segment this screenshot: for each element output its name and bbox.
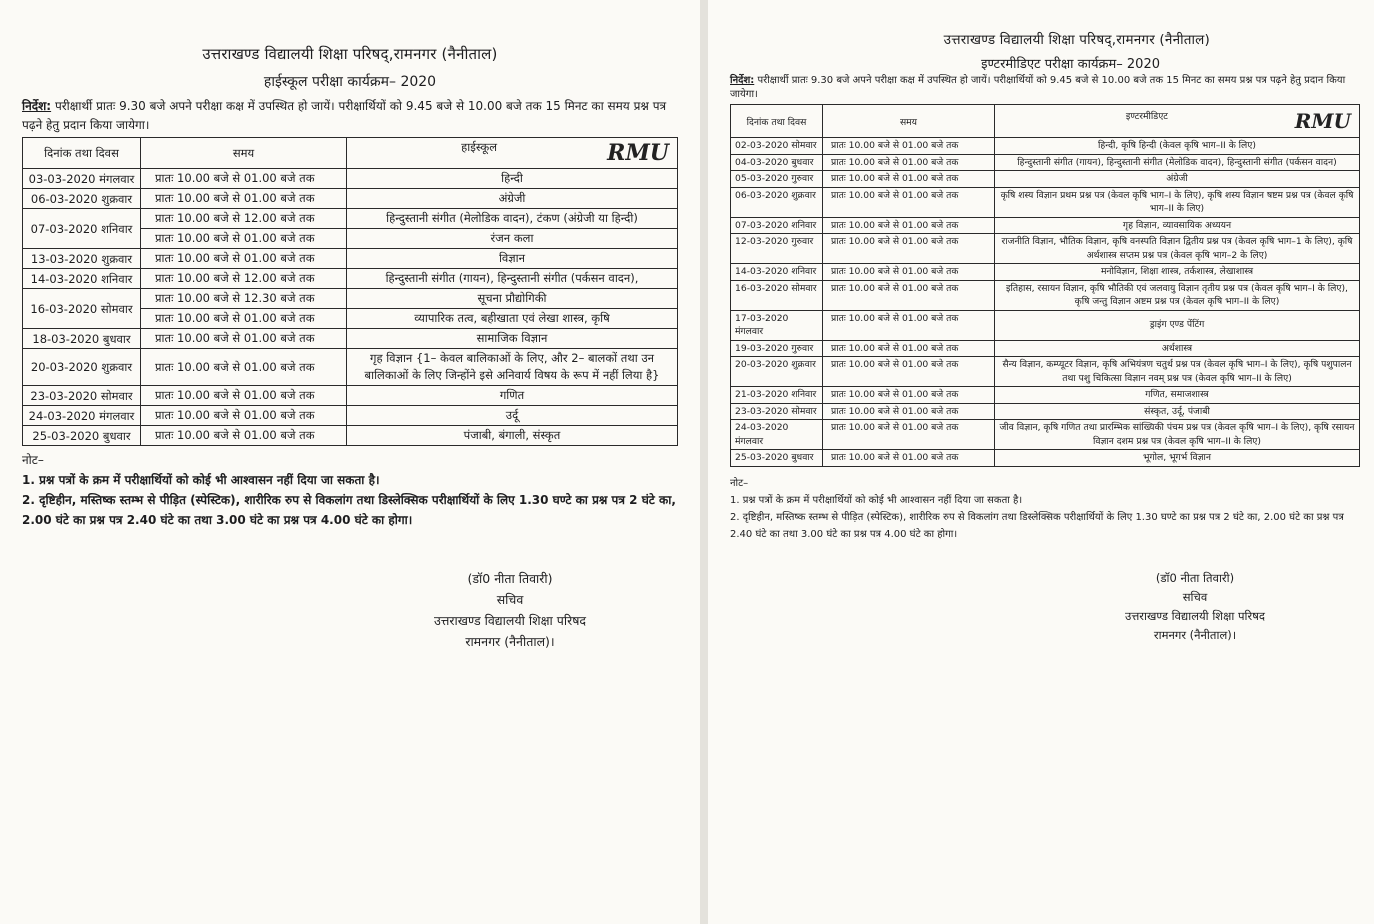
table-row bbox=[731, 280, 1360, 310]
exam-subject: इतिहास, रसायन विज्ञान, कृषि भौतिकी एवं जलवायु विज्ञान तृतीय प्रश्न पत्र (केवल कृषि भाग–I के लिए), कृषि जन्तु विज्ञान अष्टम प्रश्न पत्र (केवल कृषि भाग–II के लिए) bbox=[995, 280, 1360, 310]
exam-time: प्रातः 10.00 बजे से 01.00 बजे तक bbox=[823, 357, 995, 387]
intermediate-schedule-sheet bbox=[708, 0, 1374, 924]
exam-subject: हिन्दुस्तानी संगीत (गायन), हिन्दुस्तानी संगीत (पर्कसन वादन), bbox=[347, 269, 678, 289]
exam-date: 16-03-2020 सोमवार bbox=[23, 289, 141, 329]
exam-time: प्रातः 10.00 बजे से 01.00 बजे तक bbox=[141, 406, 347, 426]
exam-subject: अंग्रेजी bbox=[995, 171, 1360, 188]
signatory-place: रामनगर (नैनीताल)। bbox=[1153, 627, 1237, 642]
exam-subject: मनोविज्ञान, शिक्षा शास्त्र, तर्कशास्त्र, लेखाशास्त्र bbox=[995, 264, 1360, 281]
table-row bbox=[731, 450, 1360, 467]
exam-time: प्रातः 10.00 बजे से 12.00 बजे तक bbox=[141, 269, 347, 289]
exam-time: प्रातः 10.00 बजे से 01.00 बजे तक bbox=[141, 386, 347, 406]
exam-subject: कृषि शस्य विज्ञान प्रथम प्रश्न पत्र (केवल कृषि भाग–I के लिए), कृषि शस्य विज्ञान षष्टम प्रश्न पत्र (केवल कृषि भाग–II के लिए) bbox=[995, 187, 1360, 217]
exam-subject: जीव विज्ञान, कृषि गणित तथा प्रारम्भिक सांख्यिकी पंचम प्रश्न पत्र (केवल कृषि भाग–I के लिए), कृषि रसायन विज्ञान दशम प्रश्न पत्र (केवल कृषि भाग–II के लिए) bbox=[995, 420, 1360, 450]
table-row bbox=[731, 387, 1360, 404]
exam-subject: हिन्दी bbox=[347, 169, 678, 189]
exam-subject: सूचना प्रौद्योगिकी bbox=[347, 289, 678, 309]
column-header-time: समय bbox=[141, 138, 347, 169]
exam-time: प्रातः 10.00 बजे से 01.00 बजे तक bbox=[823, 450, 995, 467]
exam-time: प्रातः 10.00 बजे से 01.00 बजे तक bbox=[141, 229, 347, 249]
exam-date: 13-03-2020 शुक्रवार bbox=[23, 249, 141, 269]
exam-time: प्रातः 10.00 बजे से 01.00 बजे तक bbox=[823, 171, 995, 188]
column-header-subject-label: हाईस्कूल bbox=[461, 140, 497, 154]
rmu-watermark: RMU bbox=[607, 140, 669, 166]
table-row bbox=[731, 310, 1360, 340]
table-row bbox=[731, 420, 1360, 450]
exam-time: प्रातः 10.00 बजे से 01.00 बजे तक bbox=[823, 387, 995, 404]
exam-subject: अंग्रेजी bbox=[347, 189, 678, 209]
signature-block bbox=[342, 568, 678, 652]
signature-block bbox=[1030, 569, 1360, 645]
exam-subject: हिन्दुस्तानी संगीत (गायन), हिन्दुस्तानी संगीत (मेलोडिक वादन), हिन्दुस्तानी संगीत (पर्कसन वादन) bbox=[995, 154, 1360, 171]
exam-date: 23-03-2020 सोमवार bbox=[23, 386, 141, 406]
table-row bbox=[731, 171, 1360, 188]
exam-time: प्रातः 10.00 बजे से 01.00 बजे तक bbox=[823, 154, 995, 171]
notes bbox=[730, 475, 1360, 543]
note-2: 2. दृष्टिहीन, मस्तिष्क स्तम्भ से पीड़ित (स्पेस्टिक), शारीरिक रुप से विकलांग तथा डिस्लेक्सिक परीक्षार्थियों के लिए 1.30 घण्टे का प्रश्न पत्र 2 घंटे का, 2.00 घंटे का प्रश्न पत्र 2.40 घंटे का तथा 3.00 घंटे का प्रश्न पत्र 4.00 घंटे का होगा। bbox=[22, 493, 676, 527]
exam-time: प्रातः 10.00 बजे से 01.00 बजे तक bbox=[823, 264, 995, 281]
instruction-text: परीक्षार्थी प्रातः 9.30 बजे अपने परीक्षा कक्ष में उपस्थित हो जायें। परीक्षार्थियों को 9.45 बजे से 10.00 बजे तक 15 मिनट का समय प्रश्न पत्र पढ़ने हेतु प्रदान किया जायेगा। bbox=[22, 99, 667, 132]
rmu-watermark: RMU bbox=[1294, 109, 1351, 133]
exam-subject: रंजन कला bbox=[347, 229, 678, 249]
exam-subject: सैन्य विज्ञान, कम्प्यूटर विज्ञान, कृषि अभियंत्रण चतुर्थ प्रश्न पत्र (केवल कृषि भाग–I के लिए), कृषि पशुपालन तथा पशु चिकित्सा विज्ञान नवम् प्रश्न पत्र (केवल कृषि भाग–II के लिए) bbox=[995, 357, 1360, 387]
signatory-place: रामनगर (नैनीताल)। bbox=[465, 634, 555, 649]
exam-date: 06-03-2020 शुक्रवार bbox=[23, 189, 141, 209]
table-header-row bbox=[23, 138, 678, 169]
exam-date: 21-03-2020 शनिवार bbox=[731, 387, 823, 404]
table-row bbox=[731, 217, 1360, 234]
exam-subject: ड्राइंग एण्ड पेंटिंग bbox=[995, 310, 1360, 340]
instruction bbox=[22, 97, 678, 135]
signatory-name: (डॉ0 नीता तिवारी) bbox=[467, 571, 553, 586]
exam-time: प्रातः 10.00 बजे से 01.00 बजे तक bbox=[141, 329, 347, 349]
signatory-org: उत्तराखण्ड विद्यालयी शिक्षा परिषद bbox=[433, 613, 587, 628]
table-row bbox=[23, 189, 678, 209]
exam-subject: गृह विज्ञान {1– केवल बालिकाओं के लिए, और 2– बालकों तथा उन बालिकाओं के लिए जिन्होंने इसे अनिवार्य विषय के रूप में नहीं लिया है} bbox=[347, 349, 678, 386]
column-header-subject bbox=[347, 138, 678, 169]
table-row bbox=[23, 169, 678, 189]
exam-time: प्रातः 10.00 बजे से 01.00 बजे तक bbox=[823, 280, 995, 310]
note-label: नोट– bbox=[730, 477, 749, 489]
table-row bbox=[731, 234, 1360, 264]
table-row bbox=[731, 154, 1360, 171]
exam-time: प्रातः 10.00 बजे से 01.00 बजे तक bbox=[141, 169, 347, 189]
page-gap bbox=[700, 0, 708, 924]
table-row bbox=[23, 406, 678, 426]
exam-time: प्रातः 10.00 बजे से 01.00 बजे तक bbox=[823, 420, 995, 450]
table-row bbox=[731, 357, 1360, 387]
exam-subject: हिन्दुस्तानी संगीत (मेलोडिक वादन), टंकण (अंग्रेजी या हिन्दी) bbox=[347, 209, 678, 229]
exam-subject: अर्थशास्त्र bbox=[995, 340, 1360, 357]
table-row bbox=[23, 289, 678, 309]
instruction bbox=[730, 74, 1360, 102]
exam-title: हाईस्कूल परीक्षा कार्यक्रम– 2020 bbox=[263, 74, 437, 90]
exam-date: 07-03-2020 शनिवार bbox=[23, 209, 141, 249]
table-row bbox=[731, 187, 1360, 217]
exam-time: प्रातः 10.00 बजे से 01.00 बजे तक bbox=[141, 189, 347, 209]
exam-time: प्रातः 10.00 बजे से 01.00 बजे तक bbox=[141, 249, 347, 269]
exam-date: 12-03-2020 गुरुवार bbox=[731, 234, 823, 264]
exam-date: 02-03-2020 सोमवार bbox=[731, 138, 823, 155]
exam-date: 17-03-2020 मंगलवार bbox=[731, 310, 823, 340]
instruction-text: परीक्षार्थी प्रातः 9.30 बजे अपने परीक्षा कक्ष में उपस्थित हो जायें। परीक्षार्थियों को 9.45 बजे से 10.00 बजे तक 15 मिनट का समय प्रश्न पत्र पढ़ने हेतु प्रदान किया जायेगा। bbox=[730, 75, 1346, 100]
exam-date: 14-03-2020 शनिवार bbox=[23, 269, 141, 289]
exam-time: प्रातः 10.00 बजे से 12.00 बजे तक bbox=[141, 209, 347, 229]
exam-date: 20-03-2020 शुक्रवार bbox=[731, 357, 823, 387]
exam-subject: विज्ञान bbox=[347, 249, 678, 269]
exam-subject: उर्दू bbox=[347, 406, 678, 426]
exam-subject: गणित bbox=[347, 386, 678, 406]
exam-subject: गणित, समाजशास्त्र bbox=[995, 387, 1360, 404]
exam-date: 16-03-2020 सोमवार bbox=[731, 280, 823, 310]
note-2: 2. दृष्टिहीन, मस्तिष्क स्तम्भ से पीड़ित (स्पेस्टिक), शारीरिक रुप से विकलांग तथा डिस्लेक्सिक परीक्षार्थियों के लिए 1.30 घण्टे का प्रश्न पत्र 2 घंटे का, 2.00 घंटे का प्रश्न पत्र 2.40 घंटे का तथा 3.00 घंटे का प्रश्न पत्र 4.00 घंटे का होगा। bbox=[730, 511, 1344, 540]
exam-date: 03-03-2020 मंगलवार bbox=[23, 169, 141, 189]
exam-date: 20-03-2020 शुक्रवार bbox=[23, 349, 141, 386]
table-row bbox=[731, 340, 1360, 357]
note-label: नोट– bbox=[22, 453, 44, 467]
exam-date: 06-03-2020 शुक्रवार bbox=[731, 187, 823, 217]
table-row bbox=[731, 264, 1360, 281]
exam-date: 24-03-2020 मंगलवार bbox=[23, 406, 141, 426]
exam-time: प्रातः 10.00 बजे से 01.00 बजे तक bbox=[823, 310, 995, 340]
exam-date: 25-03-2020 बुधवार bbox=[731, 450, 823, 467]
exam-time: प्रातः 10.00 बजे से 01.00 बजे तक bbox=[823, 217, 995, 234]
exam-subject: संस्कृत, उर्दू, पंजाबी bbox=[995, 403, 1360, 420]
table-row bbox=[23, 386, 678, 406]
exam-date: 18-03-2020 बुधवार bbox=[23, 329, 141, 349]
column-header-time: समय bbox=[823, 105, 995, 138]
table-row bbox=[23, 209, 678, 229]
column-header-date: दिनांक तथा दिवस bbox=[731, 105, 823, 138]
exam-date: 23-03-2020 सोमवार bbox=[731, 403, 823, 420]
exam-subject: हिन्दी, कृषि हिन्दी (केवल कृषि भाग–II के लिए) bbox=[995, 138, 1360, 155]
exam-date: 04-03-2020 बुधवार bbox=[731, 154, 823, 171]
exam-date: 05-03-2020 गुरुवार bbox=[731, 171, 823, 188]
board-name: उत्तराखण्ड विद्यालयी शिक्षा परिषद्,रामनगर (नैनीताल) bbox=[943, 32, 1210, 48]
table-row bbox=[23, 426, 678, 446]
column-header-date: दिनांक तथा दिवस bbox=[23, 138, 141, 169]
exam-time: प्रातः 10.00 बजे से 01.00 बजे तक bbox=[141, 426, 347, 446]
exam-time: प्रातः 10.00 बजे से 01.00 बजे तक bbox=[823, 187, 995, 217]
signatory-org: उत्तराखण्ड विद्यालयी शिक्षा परिषद bbox=[1125, 608, 1265, 623]
note-1: 1. प्रश्न पत्रों के क्रम में परीक्षार्थियों को कोई भी आश्वासन नहीं दिया जा सकता है। bbox=[730, 494, 1023, 506]
exam-date: 07-03-2020 शनिवार bbox=[731, 217, 823, 234]
table-row bbox=[23, 269, 678, 289]
exam-time: प्रातः 10.00 बजे से 01.00 बजे तक bbox=[823, 340, 995, 357]
exam-subject: व्यापारिक तत्व, बहीखाता एवं लेखा शास्त्र, कृषि bbox=[347, 309, 678, 329]
exam-date: 24-03-2020 मंगलवार bbox=[731, 420, 823, 450]
signatory-role: सचिव bbox=[496, 592, 524, 607]
table-row bbox=[731, 138, 1360, 155]
intermediate-timetable bbox=[730, 104, 1360, 467]
highschool-timetable bbox=[22, 137, 678, 446]
notes bbox=[22, 450, 678, 530]
exam-date: 14-03-2020 शनिवार bbox=[731, 264, 823, 281]
exam-subject: सामाजिक विज्ञान bbox=[347, 329, 678, 349]
exam-time: प्रातः 10.00 बजे से 01.00 बजे तक bbox=[823, 138, 995, 155]
table-header-row bbox=[731, 105, 1360, 138]
exam-time: प्रातः 10.00 बजे से 01.00 बजे तक bbox=[141, 309, 347, 329]
exam-date: 25-03-2020 बुधवार bbox=[23, 426, 141, 446]
exam-title: इण्टरमीडिएट परीक्षा कार्यक्रम– 2020 bbox=[981, 57, 1160, 72]
column-header-subject-label: इण्टरमीडिएट bbox=[1125, 111, 1168, 122]
instruction-label: निर्देश: bbox=[730, 75, 755, 86]
signatory-name: (डॉ0 नीता तिवारी) bbox=[1155, 570, 1235, 585]
exam-time: प्रातः 10.00 बजे से 12.30 बजे तक bbox=[141, 289, 347, 309]
instruction-label: निर्देश: bbox=[22, 99, 52, 113]
exam-subject: गृह विज्ञान, व्यावसायिक अध्ययन bbox=[995, 217, 1360, 234]
exam-date: 19-03-2020 गुरुवार bbox=[731, 340, 823, 357]
table-row bbox=[731, 403, 1360, 420]
exam-time: प्रातः 10.00 बजे से 01.00 बजे तक bbox=[823, 234, 995, 264]
exam-time: प्रातः 10.00 बजे से 01.00 बजे तक bbox=[141, 349, 347, 386]
exam-time: प्रातः 10.00 बजे से 01.00 बजे तक bbox=[823, 403, 995, 420]
exam-subject: राजनीति विज्ञान, भौतिक विज्ञान, कृषि वनस्पति विज्ञान द्वितीय प्रश्न पत्र (केवल कृषि भाग–1 के लिए), कृषि अर्थशास्त्र सप्तम प्रश्न पत्र (केवल कृषि भाग–2 के लिए) bbox=[995, 234, 1360, 264]
signatory-role: सचिव bbox=[1182, 589, 1208, 604]
table-row bbox=[23, 329, 678, 349]
column-header-subject bbox=[995, 105, 1360, 138]
exam-subject: पंजाबी, बंगाली, संस्कृत bbox=[347, 426, 678, 446]
note-1: 1. प्रश्न पत्रों के क्रम में परीक्षार्थियों को कोई भी आश्वासन नहीं दिया जा सकता है। bbox=[22, 473, 380, 487]
table-row bbox=[23, 349, 678, 386]
board-name: उत्तराखण्ड विद्यालयी शिक्षा परिषद्,रामनगर (नैनीताल) bbox=[202, 45, 498, 63]
table-row bbox=[23, 249, 678, 269]
exam-subject: भूगोल, भूगर्भ विज्ञान bbox=[995, 450, 1360, 467]
